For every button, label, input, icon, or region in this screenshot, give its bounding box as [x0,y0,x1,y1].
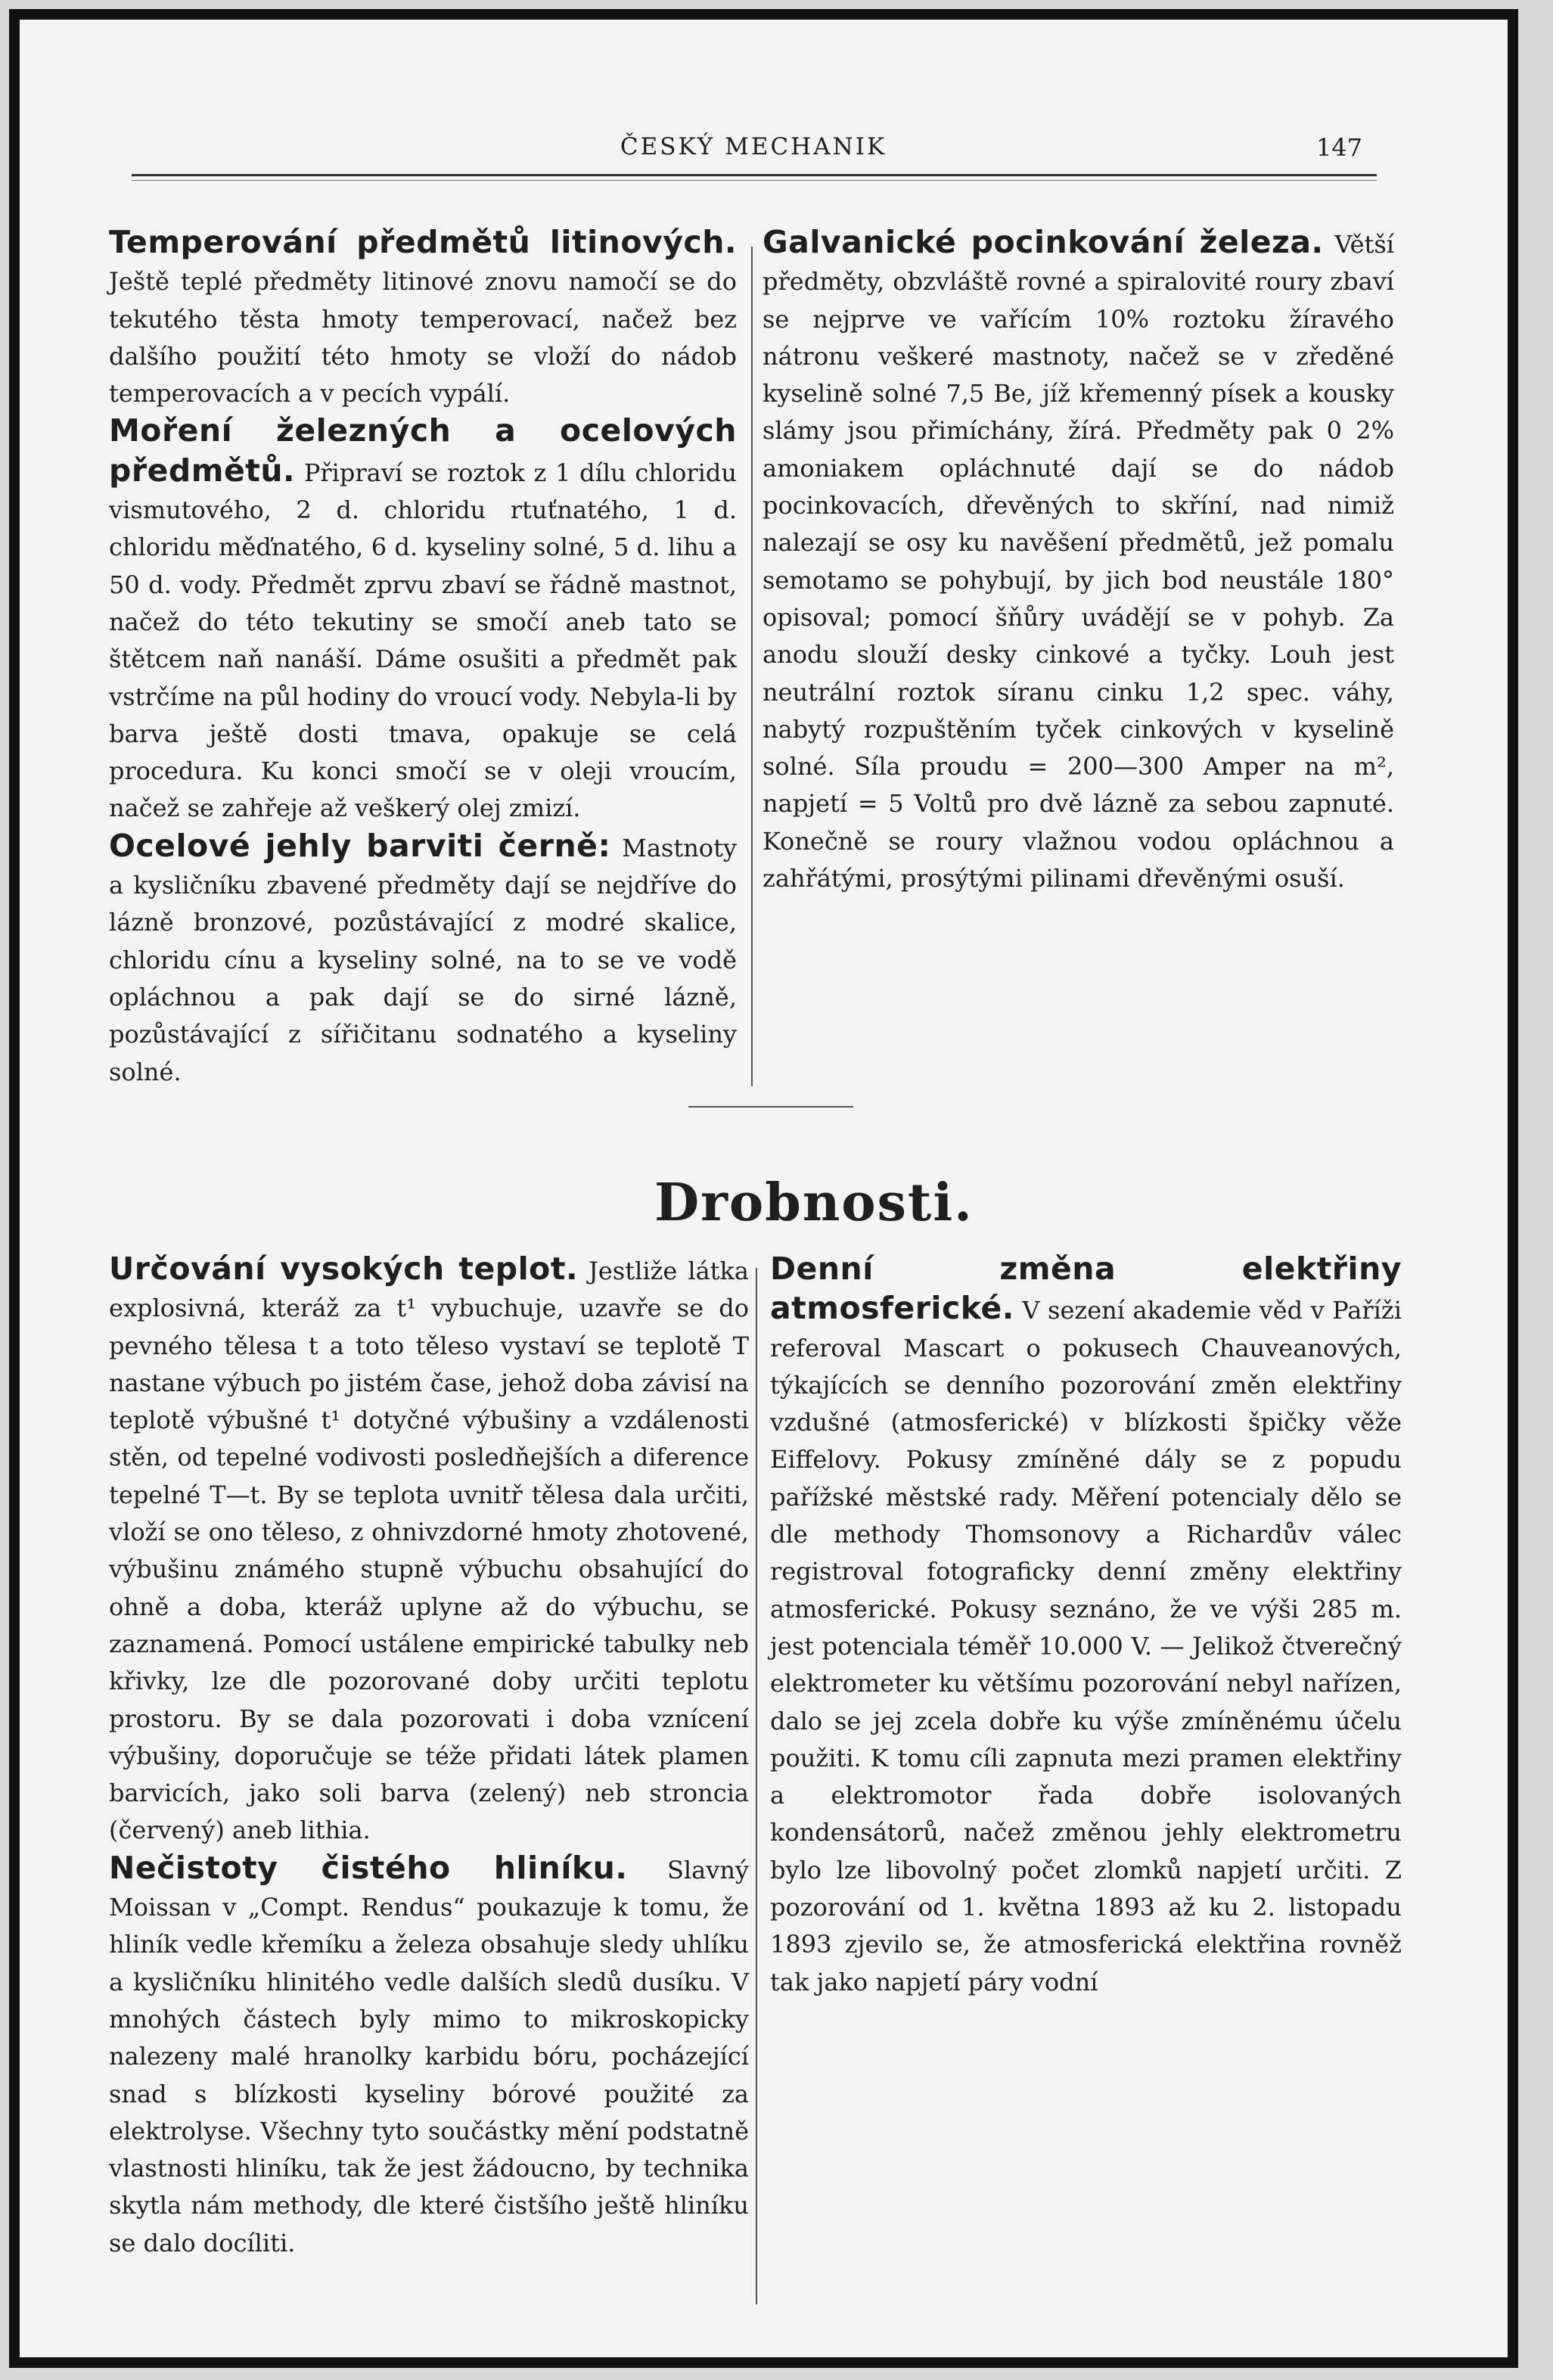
heading-temperovani: Temperování předmětů litinových. [109,224,737,260]
body-denni: V sezení akademie věd v Paříži referoval Mascart o pokusech Chauveanových, týkajících se denního pozorování změn elektřiny vzdušné (atmosferické) v blízkosti špičky věže Eiffelovy. Pokusy zmíněné dály se z popudu pařížské městské rady. Měření potencialy dělo se dle methody Thomsonovy a Richardův válec registroval fotograficky denní změny elektřiny atmosferické. Pokusy seznáno, že ve výši 285 m. jest potenciala téměř 10.000 V. — Jelikož čtverečný elektrometer ku většímu pozorování nebyl nařízen, dalo se jej zcela dobře ku výše zmíněnému účelu použiti. K tomu cíli zapnuta mezi pramen elektřiny a elektromotor řada dobře isolovaných kondensátorů, načež změnou jehly elektrometru bylo lze libovolný počet zlomků napjetí určiti. Z pozorování od 1. května 1893 až ku 2. listopadu 1893 zjevilo se, že atmosferická elektřina rovněž tak jako napjetí páry vodní [770,1296,1402,1996]
section-title-drobnosti: Drobnosti. [654,1173,974,1233]
article-jehly [109,828,737,1091]
column-right-top [763,224,1394,897]
heading-jehly: Ocelové jehly barviti černě: [109,827,611,864]
body-galvanicke: Větší předměty, obzvláště rovné a spiralovité roury zbaví se nejprve ve vařícím 10% roztoku žíravého nátronu veškeré mastnoty, načež se v zředěné kyselině solné 7,5 Be, jíž křemenný písek a kousky slámy jsou přimíchány, žírá. Předměty pak 0 2% amoniakem opláchnuté dají se do nádob pocinkovacích, dřevěných to skříní, nad nimiž nalezají se osy ku navěšení předmětů, jež pomalu semotamo se pohybují, by jich bod neustále 180° opisoval; pomocí šňůry uvádějí se v pohyb. Za anodu slouží desky cinkové a tyčky. Louh jest neutrální roztok síranu cinku 1,2 spec. váhy, nabytý rozpuštěním tyček cinkových v kyselině solné. Síla proudu = 200—300 Amper na m², napjetí = 5 Voltů pro dvě lázně za sebou zapnuté. Konečně se roury vlažnou vodou opláchnou a zahřátými, prosýtými pilinami dřevěnými osuší. [763,230,1395,893]
column-right-bottom [770,1251,1402,2001]
article-urcovani [109,1251,749,1850]
heading-galvanicke: Galvanické pocinkování železa. [763,224,1324,260]
article-temperovani [109,224,737,412]
column-left-top [109,224,737,1091]
heading-moreni: Moření železných a ocelových předmětů. [109,412,737,489]
body-temperovani: Ještě teplé předměty litinové znovu namočí se do tekutého těsta hmoty temperovací, načež bez dalšího použití této hmoty se vloží do nádob temperovacích a v pecích vypálí. [109,267,737,409]
heading-urcovani: Určování vysokých teplot. [109,1251,579,1287]
body-urcovani: Jestliže látka explosivná, kteráž za t¹ vybuchuje, uzavře se do pevného tělesa t a toto těleso vystaví se teplotě T nastane výbuch po jistém čase, jehož doba závisí na teplotě výbušné t¹ dotyčné výbušiny a vzdálenosti stěn, od tepelné vodivosti posledňejších a diference tepelné T—t. By se teplota uvnitř tělesa dala určiti, vloží se ono těleso, z ohnivzdorné hmoty zhotovené, výbušinu známého stupně výbuchu obsahující do ohně a doba, kteráž uplyne až do výbuchu, se zaznamená. Pomocí ustálene empirické tabulky neb křivky, lze dle pozorované doby určiti teplotu prostoru. By se dala pozorovati i doba vznícení výbušiny, doporučuje se téže přidati látek plamen barvicích, jako soli barva (zelený) neb stroncia (červený) aneb lithia. [109,1257,749,1845]
article-moreni [109,412,737,827]
header-rule [132,174,1377,176]
column-divider-top [751,247,753,1086]
page-number: 147 [1315,133,1362,162]
column-left-bottom [109,1251,749,2262]
article-denni [770,1251,1402,2001]
column-divider-bottom [756,1268,757,2304]
body-moreni: Připraví se roztok z 1 dílu chloridu vismutového, 2 d. chloridu rtuťnatého, 1 d. chloridu měďnatého, 6 d. kyseliny solné, 5 d. lihu a 50 d. vody. Předmět zprvu zbaví se řádně mastnot, načež do této tekutiny se smočí aneb tato se štětcem naň nanáší. Dáme osušiti a předmět pak vstrčíme na půl hodiny do vroucí vody. Nebyla-li by barva ještě dosti tmava, opakuje se celá procedura. Ku konci smočí se v oleji vroucím, načež se zahřeje až veškerý olej zmizí. [109,458,738,823]
header-rule-thin [132,180,1377,181]
article-necistoty [109,1850,749,2262]
section-divider [688,1106,853,1108]
page-header [20,20,1508,201]
running-head: ČESKÝ MECHANIK [620,133,887,160]
page [20,20,1508,2357]
heading-denni: Denní změna elektřiny atmosferické. [770,1251,1402,1327]
article-galvanicke [763,224,1394,897]
heading-necistoty: Nečistoty čistého hliníku. [109,1849,628,1886]
body-necistoty: Slavný Moissan v „Compt. Rendus“ poukazuje k tomu, že hliník vedle křemíku a železa obsahuje sledy uhlíku a kysličníku hlinitého vedle dalších sledů dusíku. V mnohých částech byly mimo to mikroskopicky nalezeny malé hranolky karbidu bóru, pocházející snad s blízkosti kyseliny bórové použité za elektrolyse. Všechny tyto součástky mění podstatně vlastnosti hliníku, tak že jest žádoucno, by technika skytla nám methody, dle které čistšího ještě hliníku se dalo docíliti. [109,1855,749,2257]
body-jehly: Mastnoty a kysličníku zbavené předměty dají se nejdříve do lázně bronzové, pozůstávající z modré skalice, chloridu cínu a kyseliny solné, na to se ve vodě opláchnou a pak dají se do sirné lázně, pozůstávající z sířičitanu sodnatého a kyseliny solné. [109,833,737,1086]
